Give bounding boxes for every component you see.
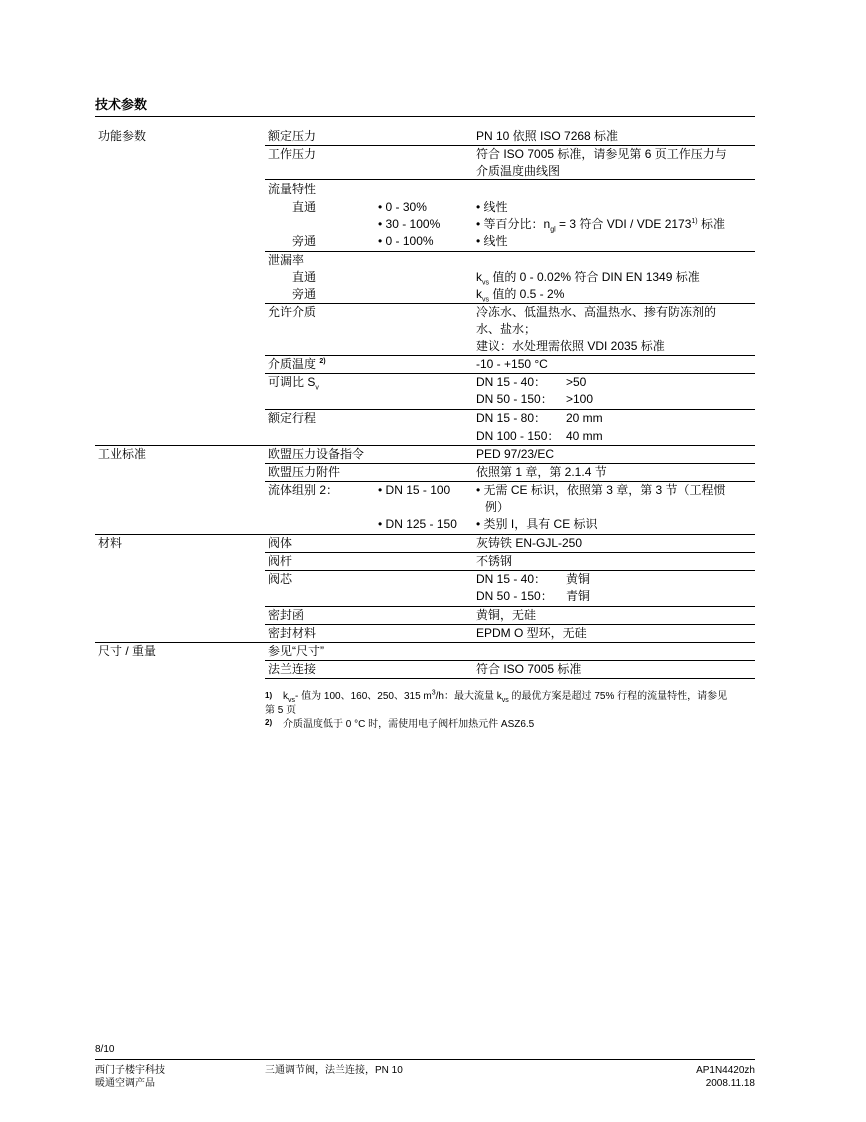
section-divider	[95, 642, 755, 643]
seal-value: EPDM O 型环，无硅	[476, 626, 587, 640]
medium-label: 允许介质	[268, 305, 317, 319]
title-rule	[95, 116, 755, 117]
section-divider	[95, 445, 755, 446]
footer-division: 暖通空调产品	[95, 1078, 155, 1089]
flow-value-1: • 线性	[476, 200, 508, 214]
section-material: 材料	[98, 536, 123, 550]
footnote-2: 介质温度低于 0 °C 时，需使用电子阀杆加热元件 ASZ6.5	[283, 719, 535, 730]
stroke-value-2: 40 mm	[566, 429, 603, 443]
flow-label: 流量特性	[268, 182, 317, 196]
section-divider	[95, 534, 755, 535]
flange-value: 符合 ISO 7005 标准	[476, 662, 582, 676]
stem-value: 不锈钢	[476, 554, 513, 568]
fluid-value-2: • 类别 I，具有 CE 标识	[476, 517, 598, 531]
stroke-value-1: 20 mm	[566, 411, 603, 425]
flow-range-2: • 30 - 100%	[378, 217, 441, 231]
section-function: 功能参数	[98, 129, 147, 143]
flow-straight: 直通	[292, 200, 317, 214]
stem-label: 阀杆	[268, 554, 293, 568]
plug-label: 阀芯	[268, 572, 293, 586]
ratio-value-2: >100	[566, 392, 594, 406]
ratio-value-2-range: DN 50 - 150：	[476, 392, 553, 406]
flange-label: 法兰连接	[268, 662, 317, 676]
temp-label: 介质温度 $^{2)}$	[268, 357, 326, 371]
footer-company: 西门子楼宇科技	[95, 1065, 165, 1076]
ratio-label: 可调比 $S_v$	[268, 375, 319, 392]
plug-value-1: 黄铜	[566, 572, 591, 586]
flow-bypass: 旁通	[292, 234, 317, 248]
footer-date: 2008.11.18	[705, 1078, 755, 1089]
leak-value-2: $k_{vs}$ 值的 0.5 - 2%	[476, 287, 565, 304]
pressure-label: 额定压力	[268, 129, 317, 143]
page-title: 技术参数	[95, 97, 148, 112]
seal-label: 密封材料	[268, 626, 317, 640]
page-number: 8/10	[95, 1044, 115, 1055]
footnote-1: $k_{vs}-$ 值为 100、160、250、315 $m^3/h$：最大流量 $k_{vs}$ 的最优方案是超过 75% 行程的流量特性，请参见	[283, 689, 728, 704]
fluid-value-1b: 例）	[485, 500, 510, 514]
pressure-value: PN 10 依照 ISO 7268 标准	[476, 129, 619, 143]
stroke-label: 额定行程	[268, 411, 317, 425]
temp-value: -10 - +150 °C	[476, 357, 548, 371]
gland-value: 黄铜，无硅	[476, 608, 537, 622]
fluid-range-2: • DN 125 - 150	[378, 517, 457, 531]
flow-range-1: • 0 - 30%	[378, 200, 427, 214]
medium-value-2: 水、盐水；	[476, 322, 537, 336]
gland-label: 密封函	[268, 608, 305, 622]
stroke-value-1-range: DN 15 - 80：	[476, 411, 547, 425]
section-industry: 工业标准	[98, 447, 147, 461]
flow-value-3: • 线性	[476, 234, 508, 248]
accessory-value: 依照第 1 章，第 2.1.4 节	[476, 465, 607, 479]
plug-value-2-range: DN 50 - 150：	[476, 589, 553, 603]
leak-label: 泄漏率	[268, 253, 305, 267]
flow-value-2: • 等百分比：$n_{gl} = 3$ 符合 VDI / VDE 2173$^{1)}$ 标准	[476, 217, 725, 234]
footnote-1-cont: 第 5 页	[265, 705, 297, 716]
footer-doc-number: AP1N4420zh	[696, 1065, 755, 1076]
section-dimensions: 尺寸 / 重量	[98, 644, 157, 658]
row-divider	[265, 678, 755, 679]
fluid-group-label: 流体组别 2：	[268, 483, 339, 497]
medium-value-1: 冷冻水、低温热水、高温热水、掺有防冻剂的	[476, 305, 717, 319]
flow-range-3: • 0 - 100%	[378, 234, 434, 248]
leak-straight: 直通	[292, 270, 317, 284]
footer-product: 三通调节阀，法兰连接，PN 10	[265, 1065, 403, 1076]
leak-value-1: $k_{vs}$ 值的 0 - 0.02% 符合 DIN EN 1349 标准	[476, 270, 700, 287]
body-label: 阀体	[268, 536, 293, 550]
leak-bypass: 旁通	[292, 287, 317, 301]
work-pressure-value: 符合 ISO 7005 标准，请参见第 6 页工作压力与	[476, 147, 727, 161]
plug-value-1-range: DN 15 - 40：	[476, 572, 547, 586]
ratio-value-1: >50	[566, 375, 587, 389]
accessory-label: 欧盟压力附件	[268, 465, 341, 479]
ped-value: PED 97/23/EC	[476, 447, 555, 461]
ped-label: 欧盟压力设备指令	[268, 447, 365, 461]
row-divider	[265, 251, 755, 252]
medium-value-3: 建议：水处理需依照 VDI 2035 标准	[476, 339, 665, 353]
fluid-range-1: • DN 15 - 100	[378, 483, 451, 497]
work-pressure-value-2: 介质温度曲线图	[476, 164, 561, 178]
ratio-value-1-range: DN 15 - 40：	[476, 375, 547, 389]
stroke-value-2-range: DN 100 - 150：	[476, 429, 560, 443]
footer-rule	[95, 1059, 755, 1060]
body-value: 灰铸铁 EN-GJL-250	[476, 536, 583, 550]
footnote-2-marker: 2)	[265, 718, 273, 727]
work-pressure-label: 工作压力	[268, 147, 317, 161]
plug-value-2: 青铜	[566, 589, 591, 603]
fluid-value-1: • 无需 CE 标识，依照第 3 章，第 3 节（工程惯	[476, 483, 726, 497]
footnote-1-marker: 1)	[265, 691, 273, 700]
dimensions-ref: 参见“尺寸”	[268, 644, 324, 658]
